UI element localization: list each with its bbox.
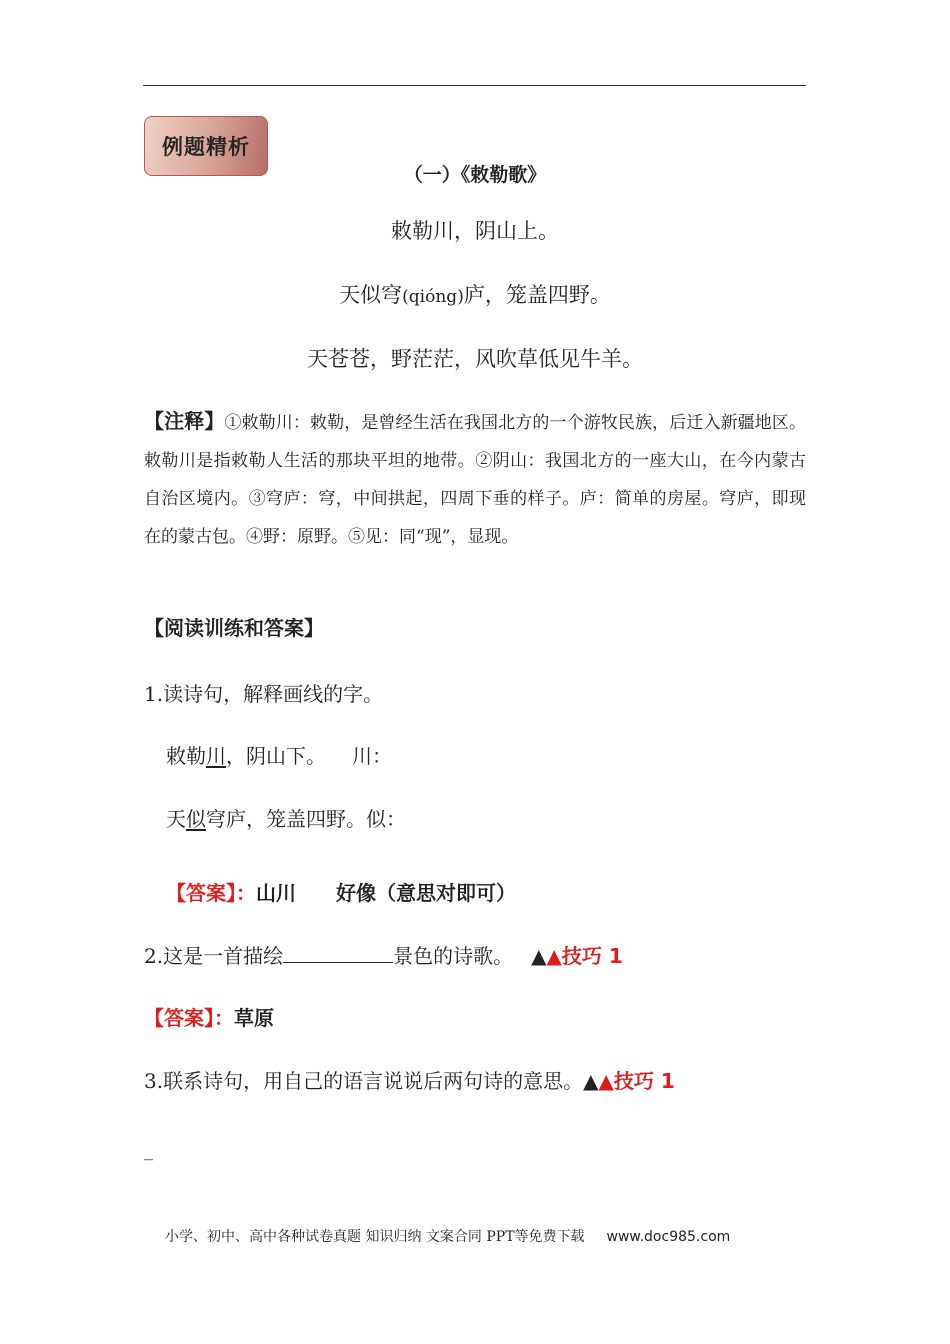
q1-underlined-char-1: 川 (206, 744, 226, 768)
poem-pinyin: (qióng) (402, 287, 464, 307)
question-3-stem (144, 1065, 675, 1094)
question-1-answer (166, 877, 516, 906)
tip-marker (531, 944, 623, 968)
poem-line-2 (0, 279, 950, 309)
q1-line1-text: 敕勒 (166, 744, 206, 768)
q3-text: 3.联系诗句，用自己的语言说说后两句诗的意思。 (144, 1069, 584, 1093)
question-1-line-1 (166, 740, 392, 769)
triangle-icon: ▲ (583, 1069, 599, 1093)
tip-marker (583, 1069, 675, 1093)
q2-text-start: 2.这是一首描绘 (144, 944, 284, 968)
q1-underlined-char-2: 似 (186, 807, 206, 831)
fill-blank (283, 942, 393, 963)
q1-line1-rest: ，阴山下。 (226, 744, 326, 768)
trailing-dash: _ (144, 1140, 153, 1161)
footer-url[interactable]: www.doc985.com (606, 1229, 731, 1245)
annotation-text: ①敕勒川：敕勒，是曾经生活在我国北方的一个游牧民族，后迁入新疆地区。敕勒川是指敕勒人生活的那块平坦的地带。②阴山：我国北方的一座大山，在今内蒙古自治区境内。③穹庐：穹，中间拱起，四周下垂的样子。庐：简单的房屋。穹庐，即现在的蒙古包。④野：原野。⑤见：同“现”，显现。 (144, 413, 807, 547)
poem-line-3: 天苍苍，野茫茫，风吹草低见牛羊。 (307, 347, 643, 371)
section-title: 【阅读训练和答案】 (144, 616, 324, 640)
tip-label: ▲技巧 1 (598, 1069, 675, 1093)
answer-text: 山川 好像（意思对即可） (256, 881, 516, 905)
poem-title: （一）《敕勒歌》 (403, 164, 547, 186)
q2-text-end: 景色的诗歌。 (393, 944, 514, 968)
poem-line-2-start: 天似穹 (339, 283, 403, 307)
page-footer (165, 1226, 730, 1246)
q1-line2-text: 天 (166, 807, 186, 831)
poem-line-1: 敕勒川，阴山上。 (391, 219, 559, 243)
poem-line-2-end: 庐，笼盖四野。 (463, 283, 611, 307)
question-2-answer (144, 1002, 274, 1031)
section-badge: 例题精析 (144, 116, 268, 176)
answer-label: 【答案】： (144, 1006, 234, 1030)
question-2-stem (144, 940, 623, 969)
header-rule (143, 85, 806, 86)
annotation-paragraph (144, 402, 806, 556)
tip-label: ▲技巧 1 (546, 944, 623, 968)
footer-text: 小学、初中、高中各种试卷真题 知识归纳 文案合同 PPT等免费下载 (165, 1229, 585, 1245)
q1-line2-rest: 穹庐，笼盖四野。似： (206, 807, 406, 831)
triangle-icon: ▲ (531, 944, 547, 968)
q1-line1-label: 川： (352, 744, 392, 768)
question-1-stem: 1.读诗句，解释画线的字。 (144, 682, 384, 706)
annotation-label: 【注释】 (144, 409, 225, 433)
answer-label: 【答案】： (166, 881, 256, 905)
question-1-line-2 (166, 803, 406, 832)
answer-text: 草原 (234, 1006, 274, 1030)
